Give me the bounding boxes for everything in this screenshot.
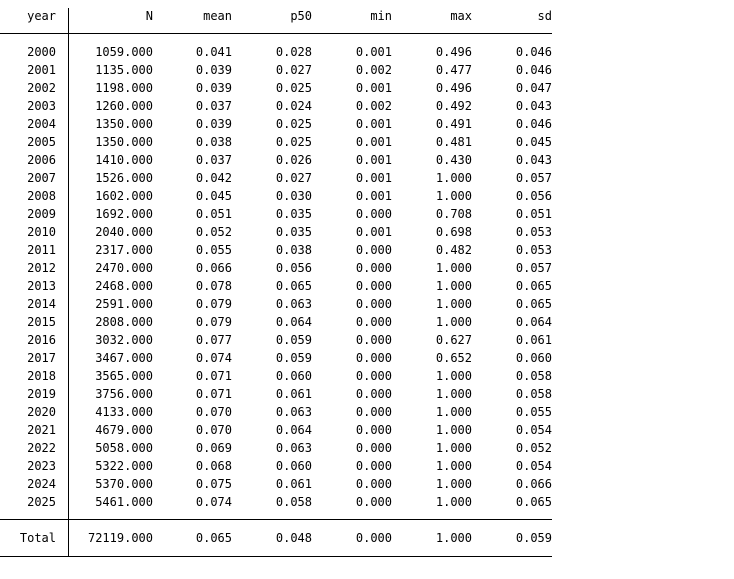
cell-sd: 0.043 bbox=[515, 153, 552, 167]
header-year: year bbox=[27, 9, 56, 23]
table-row bbox=[0, 61, 552, 79]
total-label: Total bbox=[19, 531, 56, 545]
table-row bbox=[0, 475, 552, 493]
cell-max: 0.708 bbox=[435, 207, 472, 221]
cell-n: 5370.000 bbox=[95, 477, 153, 491]
cell-mean: 0.075 bbox=[195, 477, 232, 491]
table-row bbox=[0, 43, 552, 61]
cell-min: 0.001 bbox=[355, 153, 392, 167]
header-p50: p50 bbox=[290, 9, 312, 23]
cell-min: 0.000 bbox=[355, 459, 392, 473]
cell-mean: 0.078 bbox=[195, 279, 232, 293]
cell-p50: 0.027 bbox=[275, 171, 312, 185]
cell-n: 1059.000 bbox=[95, 45, 153, 59]
total-n: 72119.000 bbox=[87, 531, 153, 545]
header-row bbox=[0, 7, 552, 25]
cell-min: 0.000 bbox=[355, 495, 392, 509]
cell-p50: 0.025 bbox=[275, 81, 312, 95]
cell-min: 0.000 bbox=[355, 333, 392, 347]
cell-min: 0.001 bbox=[355, 45, 392, 59]
table-row bbox=[0, 79, 552, 97]
cell-sd: 0.045 bbox=[515, 135, 552, 149]
cell-year: 2020 bbox=[27, 405, 56, 419]
table-row bbox=[0, 169, 552, 187]
cell-p50: 0.035 bbox=[275, 225, 312, 239]
table-row bbox=[0, 241, 552, 259]
cell-min: 0.001 bbox=[355, 189, 392, 203]
cell-sd: 0.064 bbox=[515, 315, 552, 329]
cell-n: 1135.000 bbox=[95, 63, 153, 77]
cell-min: 0.002 bbox=[355, 63, 392, 77]
cell-n: 3032.000 bbox=[95, 333, 153, 347]
cell-mean: 0.069 bbox=[195, 441, 232, 455]
table-row bbox=[0, 187, 552, 205]
cell-min: 0.001 bbox=[355, 81, 392, 95]
cell-sd: 0.060 bbox=[515, 351, 552, 365]
cell-max: 1.000 bbox=[435, 459, 472, 473]
cell-max: 0.698 bbox=[435, 225, 472, 239]
cell-min: 0.000 bbox=[355, 297, 392, 311]
cell-p50: 0.028 bbox=[275, 45, 312, 59]
cell-min: 0.000 bbox=[355, 207, 392, 221]
cell-sd: 0.043 bbox=[515, 99, 552, 113]
cell-p50: 0.058 bbox=[275, 495, 312, 509]
cell-mean: 0.066 bbox=[195, 261, 232, 275]
cell-max: 1.000 bbox=[435, 315, 472, 329]
cell-mean: 0.039 bbox=[195, 63, 232, 77]
cell-min: 0.000 bbox=[355, 423, 392, 437]
table-row bbox=[0, 115, 552, 133]
cell-max: 0.477 bbox=[435, 63, 472, 77]
cell-n: 2808.000 bbox=[95, 315, 153, 329]
cell-n: 4679.000 bbox=[95, 423, 153, 437]
cell-sd: 0.046 bbox=[515, 117, 552, 131]
cell-p50: 0.064 bbox=[275, 423, 312, 437]
cell-p50: 0.065 bbox=[275, 279, 312, 293]
cell-year: 2010 bbox=[27, 225, 56, 239]
cell-n: 1198.000 bbox=[95, 81, 153, 95]
cell-p50: 0.060 bbox=[275, 459, 312, 473]
cell-n: 2040.000 bbox=[95, 225, 153, 239]
cell-max: 0.481 bbox=[435, 135, 472, 149]
cell-year: 2012 bbox=[27, 261, 56, 275]
cell-year: 2006 bbox=[27, 153, 56, 167]
cell-mean: 0.074 bbox=[195, 495, 232, 509]
cell-max: 0.627 bbox=[435, 333, 472, 347]
cell-max: 1.000 bbox=[435, 171, 472, 185]
cell-p50: 0.056 bbox=[275, 261, 312, 275]
cell-n: 3565.000 bbox=[95, 369, 153, 383]
cell-min: 0.002 bbox=[355, 99, 392, 113]
cell-n: 2468.000 bbox=[95, 279, 153, 293]
total-row bbox=[0, 529, 552, 547]
cell-sd: 0.057 bbox=[515, 171, 552, 185]
cell-year: 2000 bbox=[27, 45, 56, 59]
table-row bbox=[0, 259, 552, 277]
cell-sd: 0.057 bbox=[515, 261, 552, 275]
cell-p50: 0.026 bbox=[275, 153, 312, 167]
table-row bbox=[0, 133, 552, 151]
cell-year: 2015 bbox=[27, 315, 56, 329]
table-row bbox=[0, 205, 552, 223]
cell-n: 3467.000 bbox=[95, 351, 153, 365]
cell-year: 2007 bbox=[27, 171, 56, 185]
total-sd: 0.059 bbox=[515, 531, 552, 545]
cell-max: 1.000 bbox=[435, 441, 472, 455]
cell-year: 2001 bbox=[27, 63, 56, 77]
cell-mean: 0.068 bbox=[195, 459, 232, 473]
cell-min: 0.000 bbox=[355, 405, 392, 419]
cell-n: 4133.000 bbox=[95, 405, 153, 419]
cell-sd: 0.053 bbox=[515, 243, 552, 257]
header-sd: sd bbox=[537, 9, 552, 23]
cell-max: 1.000 bbox=[435, 387, 472, 401]
cell-sd: 0.054 bbox=[515, 423, 552, 437]
header-n: N bbox=[145, 9, 153, 23]
cell-mean: 0.070 bbox=[195, 423, 232, 437]
cell-mean: 0.074 bbox=[195, 351, 232, 365]
cell-max: 1.000 bbox=[435, 477, 472, 491]
table-row bbox=[0, 97, 552, 115]
cell-max: 1.000 bbox=[435, 279, 472, 293]
table-row bbox=[0, 493, 552, 511]
cell-max: 0.652 bbox=[435, 351, 472, 365]
cell-p50: 0.061 bbox=[275, 387, 312, 401]
cell-min: 0.000 bbox=[355, 351, 392, 365]
cell-max: 1.000 bbox=[435, 189, 472, 203]
table-row bbox=[0, 349, 552, 367]
cell-mean: 0.079 bbox=[195, 297, 232, 311]
cell-sd: 0.047 bbox=[515, 81, 552, 95]
cell-n: 1350.000 bbox=[95, 117, 153, 131]
table-row bbox=[0, 313, 552, 331]
cell-sd: 0.066 bbox=[515, 477, 552, 491]
cell-p50: 0.030 bbox=[275, 189, 312, 203]
cell-mean: 0.070 bbox=[195, 405, 232, 419]
cell-p50: 0.061 bbox=[275, 477, 312, 491]
cell-n: 1350.000 bbox=[95, 135, 153, 149]
cell-year: 2018 bbox=[27, 369, 56, 383]
table-row bbox=[0, 331, 552, 349]
cell-max: 1.000 bbox=[435, 405, 472, 419]
cell-p50: 0.060 bbox=[275, 369, 312, 383]
cell-mean: 0.071 bbox=[195, 369, 232, 383]
cell-mean: 0.039 bbox=[195, 117, 232, 131]
cell-sd: 0.053 bbox=[515, 225, 552, 239]
cell-min: 0.000 bbox=[355, 315, 392, 329]
cell-max: 1.000 bbox=[435, 297, 472, 311]
cell-max: 1.000 bbox=[435, 369, 472, 383]
cell-min: 0.000 bbox=[355, 477, 392, 491]
cell-max: 1.000 bbox=[435, 423, 472, 437]
cell-n: 2591.000 bbox=[95, 297, 153, 311]
table-row bbox=[0, 439, 552, 457]
cell-p50: 0.063 bbox=[275, 405, 312, 419]
cell-year: 2022 bbox=[27, 441, 56, 455]
cell-p50: 0.059 bbox=[275, 333, 312, 347]
cell-min: 0.000 bbox=[355, 243, 392, 257]
cell-n: 5322.000 bbox=[95, 459, 153, 473]
table-row bbox=[0, 403, 552, 421]
cell-mean: 0.071 bbox=[195, 387, 232, 401]
total-mean: 0.065 bbox=[195, 531, 232, 545]
table-row bbox=[0, 151, 552, 169]
cell-n: 2470.000 bbox=[95, 261, 153, 275]
cell-max: 0.482 bbox=[435, 243, 472, 257]
cell-mean: 0.055 bbox=[195, 243, 232, 257]
cell-sd: 0.054 bbox=[515, 459, 552, 473]
cell-p50: 0.063 bbox=[275, 441, 312, 455]
cell-mean: 0.037 bbox=[195, 153, 232, 167]
cell-p50: 0.059 bbox=[275, 351, 312, 365]
cell-min: 0.001 bbox=[355, 135, 392, 149]
cell-p50: 0.064 bbox=[275, 315, 312, 329]
total-min: 0.000 bbox=[355, 531, 392, 545]
cell-year: 2025 bbox=[27, 495, 56, 509]
cell-min: 0.000 bbox=[355, 387, 392, 401]
cell-max: 0.492 bbox=[435, 99, 472, 113]
cell-p50: 0.035 bbox=[275, 207, 312, 221]
cell-min: 0.001 bbox=[355, 171, 392, 185]
cell-n: 5058.000 bbox=[95, 441, 153, 455]
cell-year: 2002 bbox=[27, 81, 56, 95]
cell-year: 2011 bbox=[27, 243, 56, 257]
cell-sd: 0.056 bbox=[515, 189, 552, 203]
cell-year: 2013 bbox=[27, 279, 56, 293]
cell-mean: 0.042 bbox=[195, 171, 232, 185]
cell-min: 0.001 bbox=[355, 225, 392, 239]
cell-min: 0.000 bbox=[355, 441, 392, 455]
cell-p50: 0.025 bbox=[275, 135, 312, 149]
cell-p50: 0.027 bbox=[275, 63, 312, 77]
total-rule bbox=[0, 519, 552, 520]
cell-mean: 0.079 bbox=[195, 315, 232, 329]
cell-sd: 0.058 bbox=[515, 369, 552, 383]
cell-year: 2008 bbox=[27, 189, 56, 203]
cell-n: 1602.000 bbox=[95, 189, 153, 203]
cell-mean: 0.045 bbox=[195, 189, 232, 203]
cell-mean: 0.039 bbox=[195, 81, 232, 95]
cell-p50: 0.025 bbox=[275, 117, 312, 131]
cell-year: 2017 bbox=[27, 351, 56, 365]
cell-sd: 0.065 bbox=[515, 495, 552, 509]
cell-n: 2317.000 bbox=[95, 243, 153, 257]
cell-n: 1260.000 bbox=[95, 99, 153, 113]
cell-year: 2019 bbox=[27, 387, 56, 401]
cell-max: 0.491 bbox=[435, 117, 472, 131]
cell-p50: 0.063 bbox=[275, 297, 312, 311]
cell-mean: 0.051 bbox=[195, 207, 232, 221]
cell-mean: 0.052 bbox=[195, 225, 232, 239]
table-row bbox=[0, 385, 552, 403]
cell-sd: 0.065 bbox=[515, 279, 552, 293]
cell-sd: 0.058 bbox=[515, 387, 552, 401]
cell-year: 2003 bbox=[27, 99, 56, 113]
cell-max: 0.430 bbox=[435, 153, 472, 167]
cell-year: 2021 bbox=[27, 423, 56, 437]
bottom-rule bbox=[0, 556, 552, 557]
cell-min: 0.001 bbox=[355, 117, 392, 131]
header-max: max bbox=[450, 9, 472, 23]
cell-n: 1526.000 bbox=[95, 171, 153, 185]
cell-year: 2016 bbox=[27, 333, 56, 347]
cell-sd: 0.055 bbox=[515, 405, 552, 419]
cell-mean: 0.037 bbox=[195, 99, 232, 113]
cell-year: 2005 bbox=[27, 135, 56, 149]
table-row bbox=[0, 421, 552, 439]
header-mean: mean bbox=[203, 9, 232, 23]
cell-year: 2009 bbox=[27, 207, 56, 221]
cell-min: 0.000 bbox=[355, 261, 392, 275]
cell-sd: 0.046 bbox=[515, 45, 552, 59]
cell-min: 0.000 bbox=[355, 369, 392, 383]
cell-p50: 0.024 bbox=[275, 99, 312, 113]
cell-year: 2004 bbox=[27, 117, 56, 131]
cell-sd: 0.065 bbox=[515, 297, 552, 311]
cell-max: 1.000 bbox=[435, 495, 472, 509]
table-row bbox=[0, 277, 552, 295]
cell-max: 0.496 bbox=[435, 81, 472, 95]
cell-year: 2024 bbox=[27, 477, 56, 491]
cell-sd: 0.061 bbox=[515, 333, 552, 347]
table-row bbox=[0, 295, 552, 313]
cell-p50: 0.038 bbox=[275, 243, 312, 257]
total-max: 1.000 bbox=[435, 531, 472, 545]
table-row bbox=[0, 457, 552, 475]
cell-n: 5461.000 bbox=[95, 495, 153, 509]
cell-mean: 0.038 bbox=[195, 135, 232, 149]
cell-max: 1.000 bbox=[435, 261, 472, 275]
cell-year: 2023 bbox=[27, 459, 56, 473]
cell-mean: 0.077 bbox=[195, 333, 232, 347]
header-rule bbox=[0, 33, 552, 34]
total-p50: 0.048 bbox=[275, 531, 312, 545]
cell-sd: 0.046 bbox=[515, 63, 552, 77]
header-min: min bbox=[370, 9, 392, 23]
cell-n: 1692.000 bbox=[95, 207, 153, 221]
cell-min: 0.000 bbox=[355, 279, 392, 293]
cell-max: 0.496 bbox=[435, 45, 472, 59]
cell-year: 2014 bbox=[27, 297, 56, 311]
cell-mean: 0.041 bbox=[195, 45, 232, 59]
cell-n: 1410.000 bbox=[95, 153, 153, 167]
cell-sd: 0.052 bbox=[515, 441, 552, 455]
cell-n: 3756.000 bbox=[95, 387, 153, 401]
table-row bbox=[0, 223, 552, 241]
cell-sd: 0.051 bbox=[515, 207, 552, 221]
table-row bbox=[0, 367, 552, 385]
